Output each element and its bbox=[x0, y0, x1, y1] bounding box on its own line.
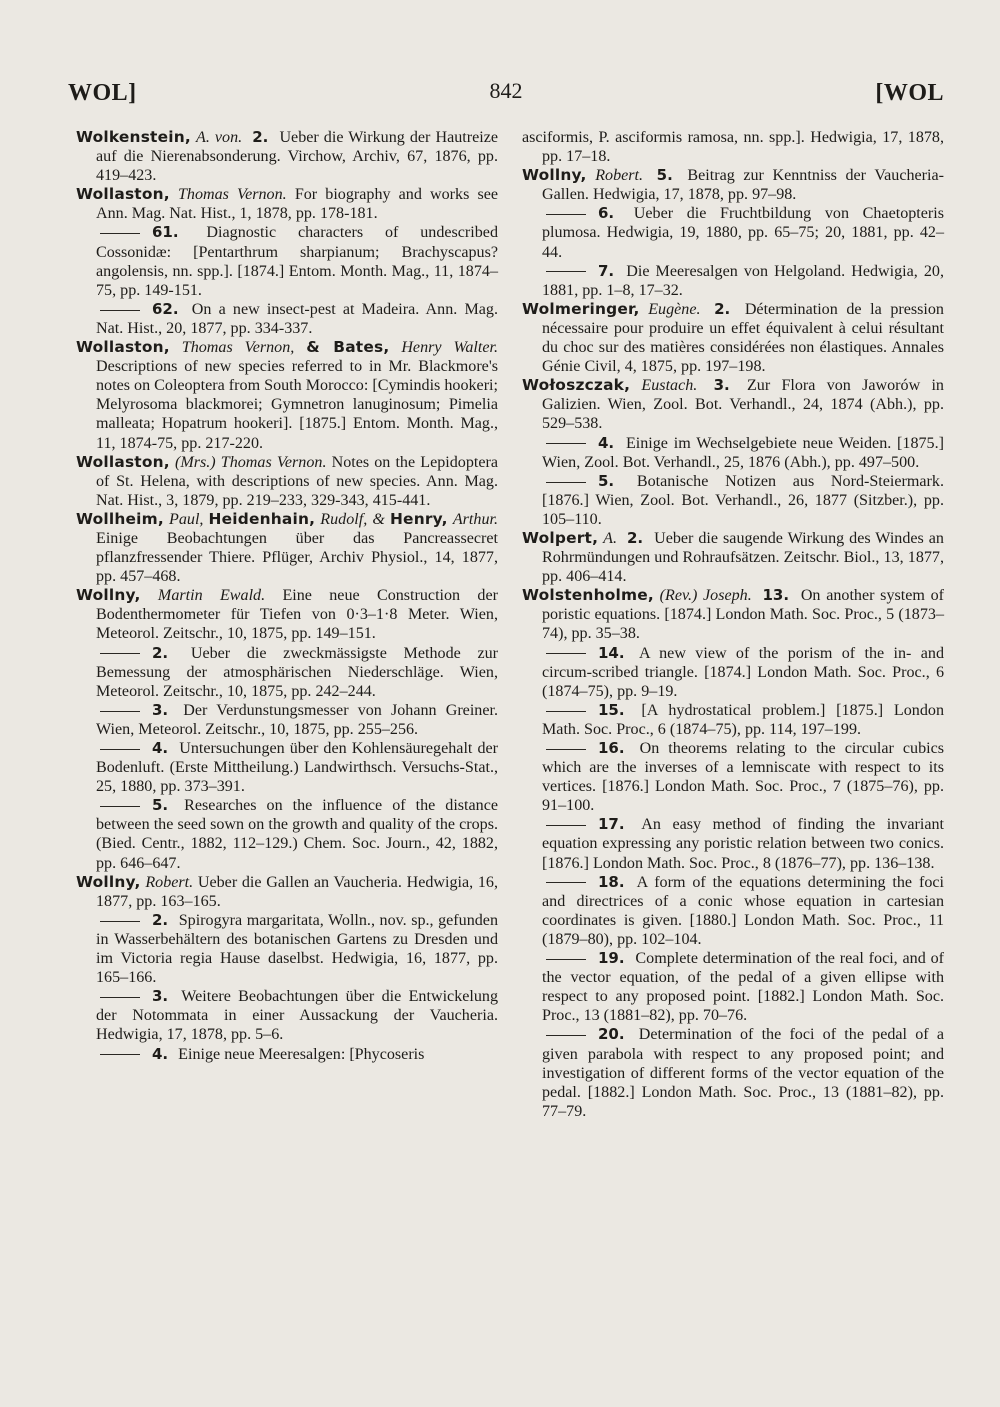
author-surname: Wollheim, bbox=[76, 509, 164, 528]
citation-text: Notes on the Lepidoptera of St. Helena, with descriptions of new species. Ann. Mag. Nat. Hist., 3, 1879, pp. 219–233, 329-343, 415-441. bbox=[96, 453, 498, 509]
author-entry bbox=[76, 185, 498, 223]
citation-text: Ueber die Gallen an Vaucheria. Hedwigia, 16, 1877, pp. 163–165. bbox=[96, 873, 498, 910]
continuation-entry bbox=[522, 262, 944, 300]
author-given-name: Thomas Vernon, bbox=[181, 339, 295, 357]
author-surname: Wolkenstein, bbox=[76, 128, 191, 146]
citation-text: Détermination de la pression nécessaire pour produire un effet équivalent à celui résultant du choc sur des matières considérées non élastiques. Annales Génie Civil, 4, 1875, pp. 197–198. bbox=[542, 300, 944, 376]
author-given-name: Robert. bbox=[595, 167, 644, 185]
citation-text: Einige Beobachtungen über das Pancreassecret pflanzfressender Thiere. Pflüger, Archiv Physiol., 14, 1877, pp. 457–468. bbox=[96, 529, 498, 586]
ditto-dash bbox=[546, 959, 586, 960]
author-given-name: Eugène. bbox=[648, 300, 701, 318]
author-entry bbox=[76, 128, 498, 185]
paper-number: 2. bbox=[152, 643, 169, 662]
author-entry bbox=[522, 529, 944, 586]
ditto-dash bbox=[100, 921, 140, 922]
paper-number: 5. bbox=[656, 166, 673, 185]
citation-text: Ueber die Wirkung der Hautreize auf die Nierenabsonderung. Virchow, Archiv, 67, 1876, pp. 419–423. bbox=[96, 129, 498, 185]
header-left-catchword: WOL] bbox=[68, 80, 137, 106]
author-given-name: A. bbox=[603, 529, 617, 547]
author-entry bbox=[522, 300, 944, 376]
author-given-name: Martin Ewald. bbox=[157, 587, 266, 605]
paper-number: 16. bbox=[598, 739, 625, 757]
citation-text: Descriptions of new species referred to in Mr. Blackmore's notes on Coleoptera from South Morocco: [Cymindis hookeri; Melyrosoma blackmorei; Gymnetron lanuginosum; Pimelia malleata; Hopatrum hookeri]. [1875.] Entom. Month. Mag., 11, 1874-75, pp. 217-220. bbox=[96, 358, 498, 452]
continuation-entry bbox=[76, 796, 498, 872]
continued-text bbox=[522, 128, 944, 166]
continuation-entry bbox=[76, 1045, 498, 1064]
page-header bbox=[68, 80, 944, 112]
paper-number: 4. bbox=[152, 739, 169, 757]
author-entry bbox=[76, 338, 498, 453]
coauthor-surname: Heidenhain, bbox=[208, 509, 316, 528]
citation-text: Ueber die zweckmässigste Methode zur Bemessung der atmosphärischen Niederschläge. Wien, Meteorol. Zeitschr., 10, 1875, pp. 242–244. bbox=[96, 644, 498, 700]
continuation-entry bbox=[522, 815, 944, 872]
author-surname: Wolpert, bbox=[522, 528, 599, 547]
ditto-dash bbox=[546, 653, 586, 654]
paper-number: 19. bbox=[598, 949, 625, 968]
paper-number: 13. bbox=[762, 586, 790, 605]
paper-number: 7. bbox=[598, 261, 615, 280]
paper-number: 4. bbox=[598, 433, 615, 452]
author-entry bbox=[76, 586, 498, 643]
ditto-dash bbox=[546, 482, 586, 483]
citation-text: Complete determination of the real foci, and of the vector equation, of the pedal of a given ellipse with respect to any proposed point. [1882.] London Math. Soc. Proc., 13 (1881–82), pp. 70–76. bbox=[542, 950, 944, 1025]
ditto-dash bbox=[100, 997, 140, 998]
author-entry bbox=[76, 873, 498, 911]
author-given-name: A. von. bbox=[196, 129, 243, 146]
continuation-entry bbox=[522, 873, 944, 949]
author-surname: Wollny, bbox=[522, 166, 587, 185]
header-right-catchword: [WOL bbox=[875, 80, 944, 106]
coauthor-given-name: Henry Walter. bbox=[401, 339, 499, 357]
author-given-name: Eustach. bbox=[641, 377, 698, 395]
continuation-entry bbox=[522, 949, 944, 1025]
author-surname: Wolmeringer, bbox=[522, 299, 640, 318]
ditto-dash bbox=[100, 806, 140, 807]
ditto-dash bbox=[546, 214, 586, 215]
ditto-dash bbox=[100, 233, 140, 234]
ditto-dash bbox=[546, 443, 586, 444]
citation-text: On theorems relating to the circular cubics which are the inverses of a lemniscate with respect to its vertices. [1876.] London Math. Soc. Proc., 7 (1875–76), pp. 91–100. bbox=[542, 740, 944, 815]
ditto-dash bbox=[100, 711, 140, 712]
continuation-entry bbox=[522, 472, 944, 529]
author-surname: Wollaston, bbox=[76, 338, 170, 357]
right-column bbox=[522, 128, 944, 1121]
paper-number: 14. bbox=[598, 643, 625, 662]
author-entry bbox=[76, 510, 498, 586]
continuation-entry bbox=[522, 701, 944, 739]
paper-number: 2. bbox=[152, 910, 169, 929]
coauthor-given-name: Arthur. bbox=[452, 510, 498, 528]
citation-text: [A hydrostatical problem.] [1875.] London Math. Soc. Proc., 6 (1874–75), pp. 114, 197–199. bbox=[542, 701, 944, 738]
continuation-entry bbox=[522, 1025, 944, 1120]
citation-text: asciformis, P. asciformis ramosa, nn. spp.]. Hedwigia, 17, 1878, pp. 17–18. bbox=[522, 129, 944, 166]
paper-number: 4. bbox=[152, 1044, 169, 1063]
author-given-name: (Mrs.) Thomas Vernon. bbox=[174, 453, 327, 471]
author-surname: Wollaston, bbox=[76, 185, 170, 204]
citation-text: Ueber die Fruchtbildung von Chaetopteris plumosa. Hedwigia, 19, 1880, pp. 65–75; 20, 1881, pp. 42–44. bbox=[542, 205, 944, 261]
citation-text: Der Verdunstungsmesser von Johann Greiner. Wien, Meteorol. Zeitschr., 10, 1875, pp. 255–256. bbox=[96, 701, 498, 738]
coauthor-given-name: Rudolf, & bbox=[320, 510, 385, 528]
continuation-entry bbox=[522, 644, 944, 701]
author-entry bbox=[76, 453, 498, 510]
paper-number: 18. bbox=[598, 872, 625, 891]
author-surname: Wollaston, bbox=[76, 452, 170, 471]
citation-text: A form of the equations determining the foci and directrices of a conic whose equation in cartesian coordinates is given. [1880.] London Math. Soc. Proc., 11 (1879–80), pp. 102–104. bbox=[542, 873, 944, 948]
author-surname: Wołoszczak, bbox=[522, 376, 631, 395]
ditto-dash bbox=[100, 1054, 140, 1055]
citation-text: Die Meeresalgen von Helgoland. Hedwigia, 20, 1881, pp. 1–8, 17–32. bbox=[542, 262, 944, 299]
citation-text: Weitere Beobachtungen über die Entwickelung der Notommata in einer Aussackung der Vaucheria. Hedwigia, 17, 1878, pp. 5–6. bbox=[96, 988, 498, 1044]
author-given-name: (Rev.) Joseph. bbox=[659, 587, 752, 605]
citation-text: Eine neue Construction der Bodenthermometer für Tiefen von 0·3–1·8 Meter. Wien, Meteorol. Zeitschr., 10, 1875, pp. 149–151. bbox=[96, 587, 498, 643]
citation-text: Einige neue Meeresalgen: [Phycoseris bbox=[178, 1045, 425, 1063]
coauthor-surname: & Bates, bbox=[306, 338, 390, 357]
continuation-entry bbox=[522, 739, 944, 815]
ditto-dash bbox=[546, 749, 586, 750]
citation-text: Botanische Notizen aus Nord-Steiermark. [1876.] Wien, Zool. Bot. Verhandl., 26, 1877 (Sitzber.), pp. 105–110. bbox=[542, 472, 944, 528]
paper-number: 20. bbox=[598, 1025, 625, 1044]
citation-text: Ueber die saugende Wirkung des Windes an Rohrmündungen und Rohraufsätzen. Zeitschr. Biol., 13, 1877, pp. 406–414. bbox=[542, 529, 944, 586]
paper-number: 5. bbox=[152, 796, 169, 815]
citation-text: Diagnostic characters of undescribed Cossonidæ: [Pentarthrum sharpianum; Brachyscapus? angolensis, nn. spp.]. [1874.] Entom. Month. Mag., 11, 1874–75, pp. 149-151. bbox=[96, 224, 498, 299]
author-entry bbox=[522, 586, 944, 643]
citation-text: On another system of poristic equations. [1874.] London Math. Soc. Proc., 5 (1873–74), pp. 35–38. bbox=[542, 587, 945, 643]
continuation-entry bbox=[76, 644, 498, 701]
continuation-entry bbox=[76, 223, 498, 299]
ditto-dash bbox=[546, 825, 586, 826]
paper-number: 6. bbox=[598, 204, 615, 223]
author-entry bbox=[522, 166, 944, 204]
continuation-entry bbox=[522, 204, 944, 261]
author-surname: Wollny, bbox=[76, 586, 141, 605]
ditto-dash bbox=[546, 711, 586, 712]
citation-text: A new view of the porism of the in- and circum-scribed triangle. [1874.] London Math. Soc. Proc., 6 (1874–75), pp. 9–19. bbox=[542, 644, 944, 700]
paper-number: 3. bbox=[152, 987, 169, 1006]
citation-text: Einige im Wechselgebiete neue Weiden. [1875.] Wien, Zool. Bot. Verhandl., 25, 1876 (Abh.), pp. 497–500. bbox=[542, 434, 944, 471]
page-number: 842 bbox=[489, 78, 523, 103]
citation-text: On a new insect-pest at Madeira. Ann. Mag. Nat. Hist., 20, 1877, pp. 334-337. bbox=[96, 300, 498, 337]
ditto-dash bbox=[546, 882, 586, 883]
coauthor-surname: Henry, bbox=[389, 509, 448, 528]
ditto-dash bbox=[100, 310, 140, 311]
author-given-name: Paul, bbox=[169, 510, 204, 528]
ditto-dash bbox=[546, 1035, 586, 1036]
citation-text: Beitrag zur Kenntniss der Vaucheria-Gallen. Hedwigia, 17, 1878, pp. 97–98. bbox=[542, 167, 945, 204]
citation-text: For biography and works see Ann. Mag. Nat. Hist., 1, 1878, pp. 178-181. bbox=[96, 186, 499, 223]
paper-number: 15. bbox=[598, 700, 625, 719]
citation-text: Zur Flora von Jaworów in Galizien. Wien, Zool. Bot. Verhandl., 24, 1874 (Abh.), pp. 529–538. bbox=[542, 377, 944, 433]
continuation-entry bbox=[76, 701, 498, 739]
paper-number: 2. bbox=[714, 299, 731, 318]
ditto-dash bbox=[100, 749, 140, 750]
author-given-name: Thomas Vernon. bbox=[177, 186, 287, 204]
citation-text: Spirogyra margaritata, Wolln., nov. sp., gefunden in Wasserbehältern des botanischen Gartens zu Dresden und im Victoria regia Hause daselbst. Hedwigia, 16, 1877, pp. 165–166. bbox=[96, 911, 498, 987]
continuation-entry bbox=[522, 434, 944, 472]
continuation-entry bbox=[76, 300, 498, 338]
continuation-entry bbox=[76, 911, 498, 987]
paper-number: 5. bbox=[598, 471, 615, 490]
ditto-dash bbox=[100, 653, 140, 654]
citation-text: An easy method of finding the invariant equation expressing any poristic relation between two conics. [1876.] London Math. Soc. Proc., 8 (1876–77), pp. 136–138. bbox=[542, 816, 944, 872]
citation-text: Determination of the foci of the pedal of a given parabola with respect to any proposed point; and investigation of different forms of the vector equation of the pedal. [1882.] London Math. Soc. Proc., 13 (1881–82), pp. 77–79. bbox=[542, 1026, 944, 1120]
author-surname: Wollny, bbox=[76, 872, 141, 891]
author-entry bbox=[522, 376, 944, 433]
citation-text: Researches on the influence of the distance between the seed sown on the growth and quality of the crops. (Bied. Centr., 1882, 112–129.) Chem. Soc. Journ., 42, 1882, pp. 646–647. bbox=[96, 797, 498, 872]
continuation-entry bbox=[76, 739, 498, 796]
author-given-name: Robert. bbox=[145, 873, 194, 891]
paper-number: 61. bbox=[152, 223, 179, 242]
citation-text: Untersuchungen über den Kohlensäuregehalt der Bodenluft. (Erste Mittheilung.) Landwirthsch. Versuchs-Stat., 25, 1880, pp. 373–391. bbox=[96, 740, 498, 796]
paper-number: 2. bbox=[252, 128, 269, 146]
ditto-dash bbox=[546, 271, 586, 272]
author-surname: Wolstenholme, bbox=[522, 586, 654, 605]
left-column bbox=[76, 128, 498, 1064]
paper-number: 3. bbox=[152, 700, 169, 719]
paper-number: 2. bbox=[626, 528, 644, 547]
paper-number: 62. bbox=[152, 299, 179, 318]
paper-number: 3. bbox=[713, 376, 730, 395]
continuation-entry bbox=[76, 987, 498, 1044]
paper-number: 17. bbox=[598, 815, 625, 834]
